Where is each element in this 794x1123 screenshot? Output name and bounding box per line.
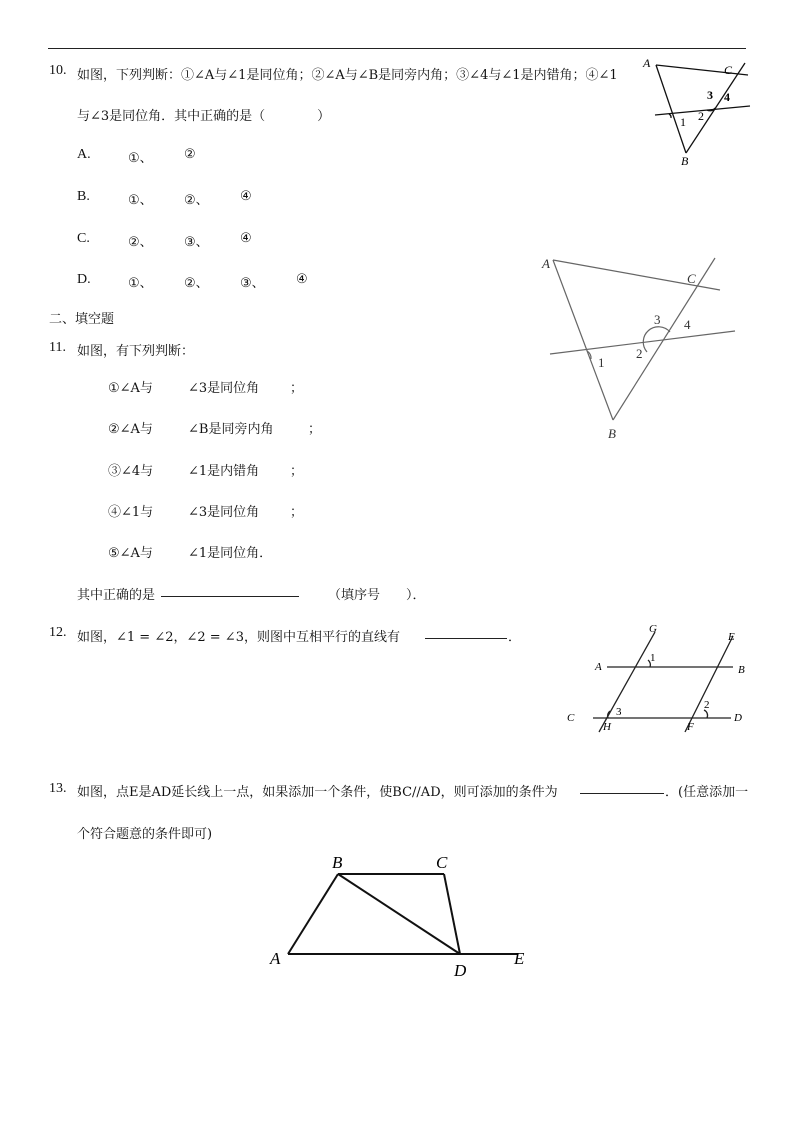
label-c: C [567,712,575,724]
question-number: 12. [49,625,67,640]
option-letter: B. [77,189,90,204]
section-title: 二、填空题 [49,312,115,327]
question-text-line1-end: ．(任意添加一 [665,785,749,800]
question-text-line2: 与∠3是同位角．其中正确的是（ ） [77,109,331,124]
statement-5-left: ⑤∠A与 [108,546,153,561]
question-text-line2: 个符合题意的条件即可) [77,827,213,842]
answer-blank [161,584,299,597]
label-3: 3 [654,312,661,327]
label-c: C [724,63,733,77]
option-letter: D. [77,272,91,287]
label-1: 1 [650,652,656,664]
statement-1-right: ∠3是同位角 [188,381,260,396]
question-end: ． [508,630,522,645]
label-f: F [687,721,694,733]
label-a: A [270,949,281,968]
top-rule [48,48,746,49]
statement-4-right: ∠3是同位角 [188,505,260,520]
label-d: D [734,712,742,724]
label-4: 4 [684,317,691,332]
option-item: ④ [240,231,252,246]
label-2: 2 [636,346,643,361]
label-4: 4 [724,90,730,104]
statement-5-right: ∠1是同位角． [188,546,273,561]
label-h: H [603,721,611,733]
statement-1-end: ； [290,381,304,396]
label-d: D [454,961,467,980]
statement-1-left: ①∠A与 [108,381,153,396]
label-b: B [608,426,616,441]
answer-blank [425,626,507,639]
statement-4-end: ； [290,505,304,520]
option-item: ④ [240,189,252,204]
question-number: 11. [49,340,66,355]
statement-2-left: ②∠A与 [108,422,153,437]
option-item: ②、 [184,276,209,291]
option-item: ②、 [184,193,209,208]
answer-blank [580,781,664,794]
question-text-line1: 如图，下列判断：①∠A与∠1是同位角；②∠A与∠B是同旁内角；③∠4与∠1是内错角；④∠1 [77,68,618,83]
label-a: A [542,256,550,271]
statement-3-right: ∠1是内错角 [188,464,260,479]
option-item: ①、 [128,151,153,166]
label-e: E [514,949,525,968]
option-item: ③、 [240,276,265,291]
q10-triangle-figure [640,55,750,170]
question-intro: 如图，有下列判断： [77,344,195,359]
label-3: 3 [616,706,622,718]
option-letter: C. [77,231,90,246]
label-a: A [643,56,651,70]
label-c: C [436,853,448,872]
label-b: B [738,664,745,676]
option-item: ② [184,147,196,162]
answer-suffix: （填序号 ）． [328,588,426,603]
question-number: 13. [49,781,67,796]
answer-prefix: 其中正确的是 [77,588,156,603]
label-2: 2 [704,699,710,711]
option-letter: A. [77,147,91,162]
statement-4-left: ④∠1与 [108,505,154,520]
statement-2-right: ∠B是同旁内角 [188,422,274,437]
statement-3-end: ； [290,464,304,479]
label-b: B [332,853,343,872]
q13-trapezoid-figure [262,850,542,985]
label-3: 3 [707,88,713,102]
statement-2-end: ； [308,422,322,437]
option-item: ①、 [128,193,153,208]
label-2: 2 [698,109,704,123]
label-1: 1 [598,355,605,370]
question-text-line1: 如图，点E是AD延长线上一点，如果添加一个条件，使BC//AD，则可添加的条件为 [77,785,558,800]
question-number: 10. [49,63,67,78]
label-b: B [681,154,689,168]
q12-parallel-figure [565,620,755,740]
label-c: C [687,271,696,286]
question-text: 如图，∠1 = ∠2，∠2 = ∠3，则图中互相平行的直线有 [77,630,400,645]
option-item: ①、 [128,276,153,291]
option-item: ③、 [184,235,209,250]
label-g: G [649,623,657,635]
option-item: ④ [296,272,308,287]
label-e: E [728,631,735,643]
statement-3-left: ③∠4与 [108,464,154,479]
label-a: A [595,661,602,673]
q11-triangle-figure [535,248,735,448]
label-1: 1 [680,115,686,129]
option-item: ②、 [128,235,153,250]
